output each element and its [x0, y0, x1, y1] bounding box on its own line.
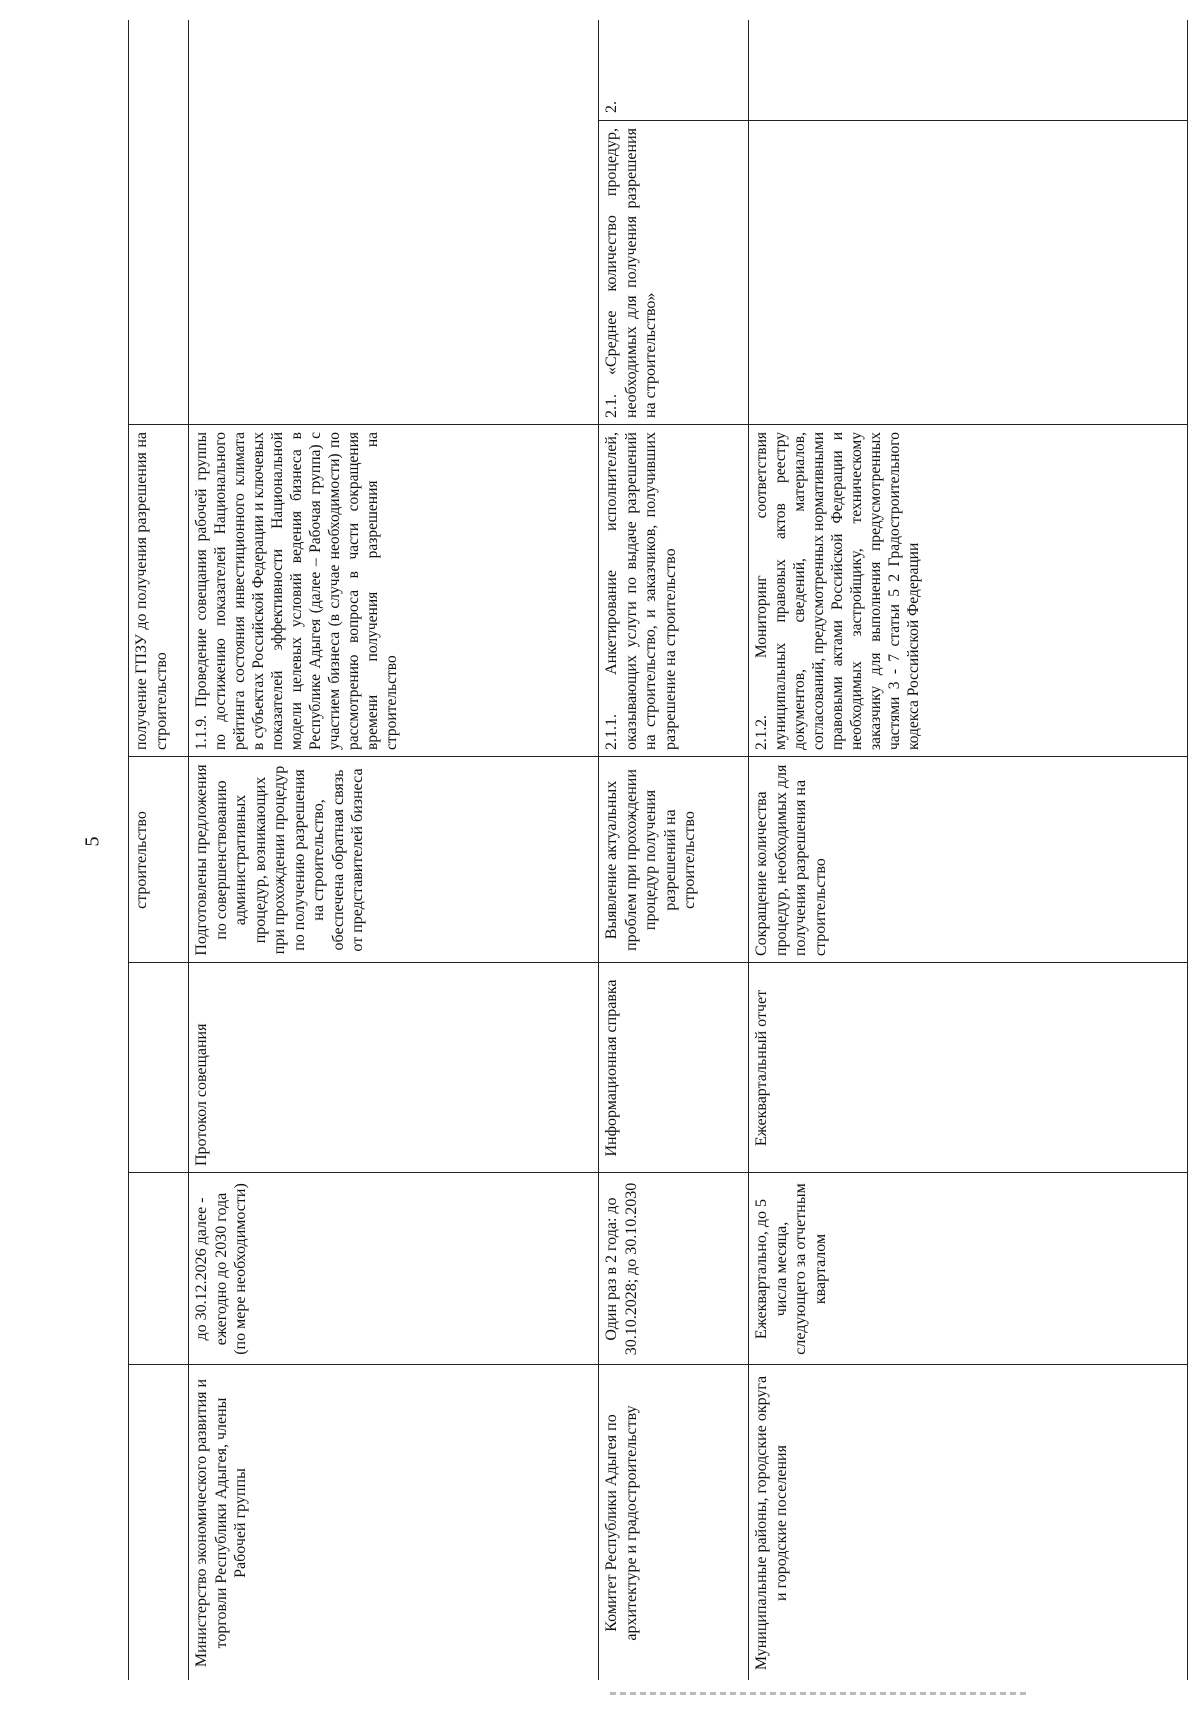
cell-deadline — [129, 1172, 188, 1364]
cell-document: Информационная справка — [599, 962, 748, 1172]
page-number: 5 — [81, 836, 104, 847]
cell-indicator — [129, 20, 188, 424]
cell-responsible: Министерство экономического развития и торговли Республики Адыгея, члены Рабочей группы — [189, 1364, 598, 1680]
cell-indicator — [749, 120, 1187, 424]
cell-deadline: до 30.12.2026 далее - ежегодно до 2030 года (по мере необходимости) — [189, 1172, 598, 1364]
measures-table — [128, 20, 1188, 1680]
cell-measure: получение ГПЗУ до получения разрешения на строительство — [129, 424, 188, 756]
cell-measure: 2.1.1. Анкетирование исполнителей, оказывающих услуги по выдаче разрешений на строительство, и заказчиков, получивших разрешение на строительство — [599, 424, 748, 756]
cell-result: Выявление актуальных проблем при прохождении процедур получения разрешений на строительство — [599, 756, 748, 962]
cell-responsible — [129, 1364, 188, 1680]
cell-deadline: Ежеквартально, до 5 числа месяца, следующего за отчетным кварталом — [749, 1172, 1187, 1364]
cell-document: Ежеквартальный отчет — [749, 962, 1187, 1172]
cell-responsible: Комитет Республики Адыгея по архитектуре и градостроительству — [599, 1364, 748, 1680]
cell-indicator — [189, 20, 598, 424]
cell-document — [129, 962, 188, 1172]
scan-artifact — [610, 1692, 1030, 1695]
cell-measure: 2.1.2. Мониторинг соответствия муниципальных правовых актов реестру документов, сведений, материалов, согласований, предусмотренных нормативными правовыми актами Российской Федерации и необходимых застройщику, техническому заказчику для выполнения предусмотренных частями 3 - 7 статьи 5 2 Градостроительного кодекса Российской Федерации — [749, 424, 1187, 756]
cell-measure: 1.1.9. Проведение совещания рабочей группы по достижению показателей Национального рейтинга состояния инвестиционного климата в субъектах Российской Федерации и ключевых показателей эффективности Национальной модели целевых условий ведения бизнеса в Республике Адыгея (далее – Рабочая группа) с участием бизнеса (в случае необходимости) по рассмотрению вопроса в части сокращения времени получения разрешения на строительство — [189, 424, 598, 756]
cell-number: 2. — [603, 101, 620, 113]
cell-indicator: 2.1. «Среднее количество процедур, необходимых для получения разрешения на строительство» — [599, 120, 748, 424]
table-row — [748, 20, 1188, 1680]
table-row — [188, 20, 598, 1680]
cell-number — [749, 20, 1187, 120]
cell-document: Протокол совещания — [189, 962, 598, 1172]
table-row — [128, 20, 188, 1680]
cell-result: Подготовлены предложения по совершенствованию административных процедур, возникающих при прохождении процедур по получению разрешения на строительство, обеспечена обратная связь от представителей бизнеса — [189, 756, 598, 962]
cell-deadline: Один раз в 2 года: до 30.10.2028; до 30.10.2030 — [599, 1172, 748, 1364]
table-row — [598, 20, 748, 1680]
cell-responsible: Муниципальные районы, городские округа и городские поселения — [749, 1364, 1187, 1680]
cell-result: Сокращение количества процедур, необходимых для получения разрешения на строительство — [749, 756, 1187, 962]
cell-result: строительство — [129, 756, 188, 962]
